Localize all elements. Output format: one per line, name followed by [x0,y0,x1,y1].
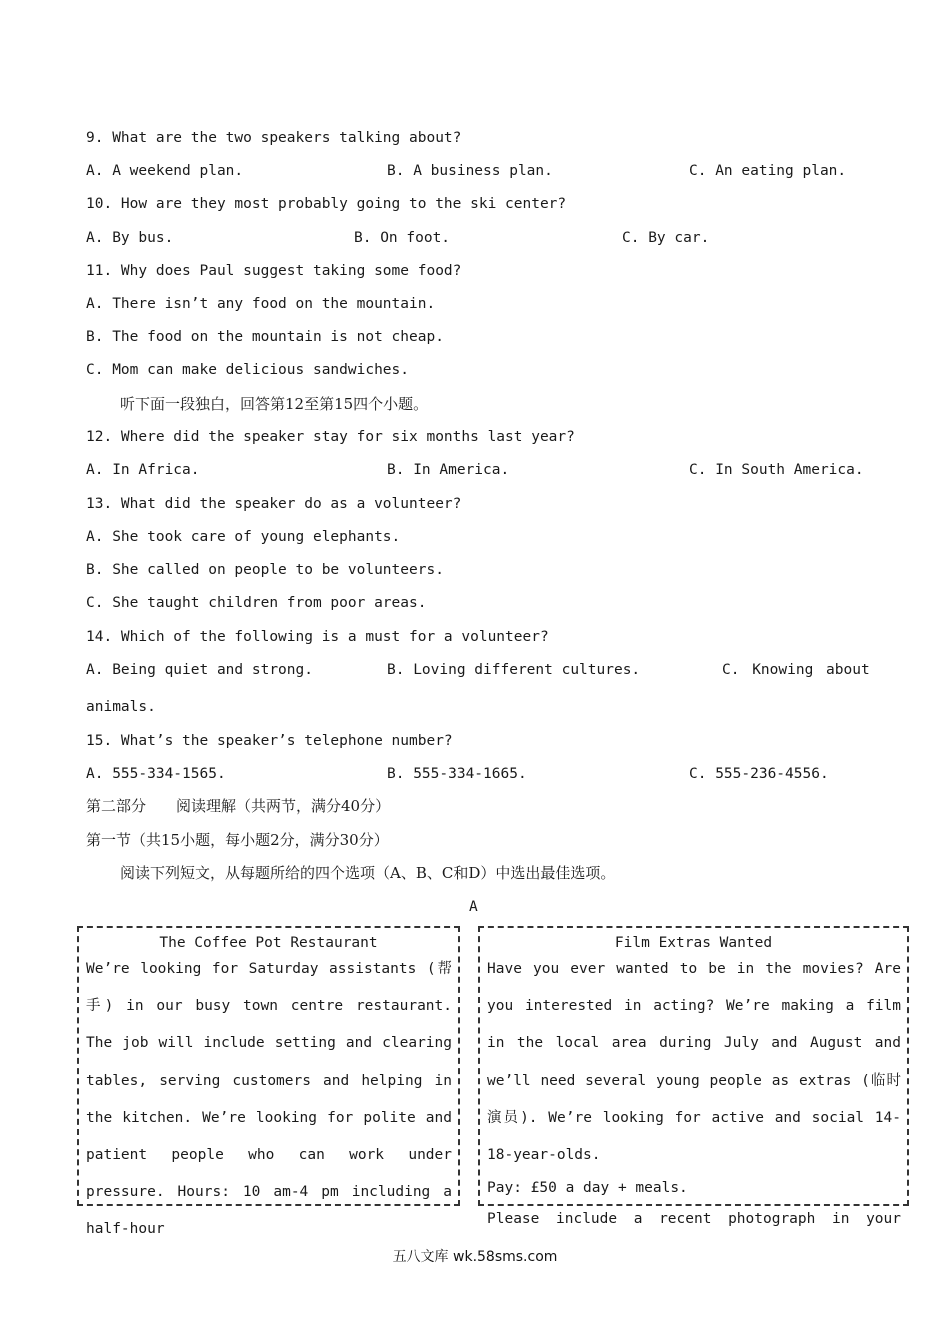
reading-instructions: 阅读下列短文，从每题所给的四个选项（A、B、C和D）中选出最佳选项。 [120,864,616,882]
question-14: 14. Which of the following is a must for a volunteer? [86,629,549,645]
film-extras-ad-title: Film Extras Wanted [614,935,773,951]
q12-option-b: B. In America. [387,462,510,478]
passage-label: A [469,899,478,915]
question-12: 12. Where did the speaker stay for six months last year? [86,429,575,445]
q11-option-b: B. The food on the mountain is not cheap. [86,329,444,345]
q10-option-b: B. On foot. [354,230,451,246]
q14-option-a: A. Being quiet and strong. [86,662,313,678]
film-extras-ad-body: Have you ever wanted to be in the movies? Are you interested in acting? We’re making a film in the local area during July and August and we’ll need several young people as extras (临时演员). We’re looking for active and social 14-18-year-olds. [487,961,901,1164]
question-13: 13. What did the speaker do as a volunteer? [86,496,462,512]
q14-option-b: B. Loving different cultures. [387,662,641,678]
q12-option-a: A. In Africa. [86,462,200,478]
film-extras-ad [478,926,909,1228]
part-two-heading: 第二部分 阅读理解（共两节，满分40分） [86,797,391,815]
q9-option-c: C. An eating plan. [689,163,847,179]
question-15: 15. What’s the speaker’s telephone number? [86,733,453,749]
q10-option-a: A. By bus. [86,230,174,246]
film-extras-ad-body-2: Please include a recent photograph in your [487,1211,901,1228]
coffee-pot-ad-title: The Coffee Pot Restaurant [159,935,378,951]
footer-watermark: 五八文库 wk.58sms.com [392,1249,558,1265]
q10-option-c: C. By car. [622,230,710,246]
q11-option-c: C. Mom can make delicious sandwiches. [86,362,410,378]
q13-option-c: C. She taught children from poor areas. [86,595,427,611]
q9-option-b: B. A business plan. [387,163,553,179]
q14-option-c-continued: animals. [86,699,156,715]
q13-option-b: B. She called on people to be volunteers. [86,562,444,578]
q15-option-a: A. 555-334-1565. [86,766,226,782]
q14-option-c: C. Knowing about [722,662,870,678]
question-10: 10. How are they most probably going to the ski center? [86,196,567,212]
listening-instruction: 听下面一段独白，回答第12至第15四个小题。 [120,395,429,413]
q13-option-a: A. She took care of young elephants. [86,529,401,545]
q12-option-c: C. In South America. [689,462,864,478]
coffee-pot-ad-body: We’re looking for Saturday assistants (帮手) in our busy town centre restaurant. The job will include setting and clearing tables, serving customers and helping in the kitchen. We’re looking for polite and patient people who can work under pressure. Hours: 10 am-4 pm including a half-hour [86,961,452,1238]
q15-option-b: B. 555-334-1665. [387,766,527,782]
section-one-heading: 第一节（共15小题，每小题2分，满分30分） [86,831,389,849]
q15-option-c: C. 555-236-4556. [689,766,829,782]
film-extras-ad-pay: Pay: £50 a day + meals. [487,1180,688,1197]
question-9: 9. What are the two speakers talking about? [86,130,462,146]
q11-option-a: A. There isn’t any food on the mountain. [86,296,436,312]
q9-option-a: A. A weekend plan. [86,163,244,179]
coffee-pot-ad [77,926,460,1238]
question-11: 11. Why does Paul suggest taking some food? [86,263,462,279]
